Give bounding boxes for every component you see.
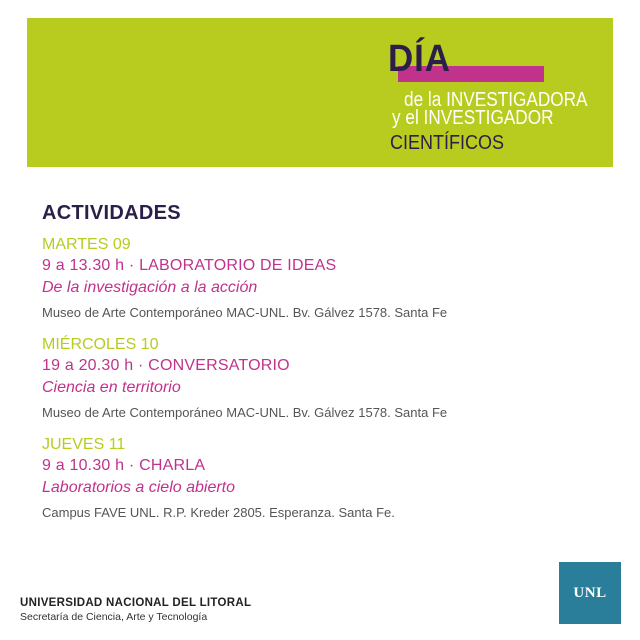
- event-subtitle: Laboratorios a cielo abierto: [42, 479, 236, 496]
- event-time: 9 a 10.30 h · CHARLA: [42, 457, 206, 474]
- banner-title-dia: DÍA: [388, 38, 451, 80]
- university-name: UNIVERSIDAD NACIONAL DEL LITORAL: [20, 597, 252, 609]
- unl-logo: UNL: [559, 562, 621, 624]
- event-time: 19 a 20.30 h · CONVERSATORIO: [42, 357, 290, 374]
- banner-title-line3: CIENTÍFICOS: [390, 132, 505, 154]
- event-day: MIÉRCOLES 10: [42, 336, 159, 353]
- event-subtitle: Ciencia en territorio: [42, 379, 181, 396]
- event-item: [42, 235, 612, 325]
- event-venue: Museo de Arte Contemporáneo MAC-UNL. Bv. Gálvez 1578. Santa Fe: [42, 405, 448, 420]
- university-signature: [20, 596, 251, 624]
- activities-heading: ACTIVIDADES: [42, 202, 181, 224]
- event-venue: Museo de Arte Contemporáneo MAC-UNL. Bv. Gálvez 1578. Santa Fe: [42, 305, 448, 320]
- event-subtitle: De la investigación a la acción: [42, 279, 258, 296]
- secretariat-name: Secretaría de Ciencia, Arte y Tecnología: [20, 611, 208, 623]
- event-item: [42, 435, 612, 525]
- event-day: MARTES 09: [42, 236, 131, 253]
- event-time: 9 a 13.30 h · LABORATORIO DE IDEAS: [42, 257, 337, 274]
- event-day: JUEVES 11: [42, 436, 126, 453]
- event-item: [42, 335, 612, 425]
- event-venue: Campus FAVE UNL. R.P. Kreder 2805. Esperanza. Santa Fe.: [42, 505, 395, 520]
- activities-section: [42, 202, 612, 535]
- banner-title-line2: y el INVESTIGADOR: [392, 107, 554, 129]
- banner-title-line1: de la INVESTIGADORA: [404, 89, 588, 111]
